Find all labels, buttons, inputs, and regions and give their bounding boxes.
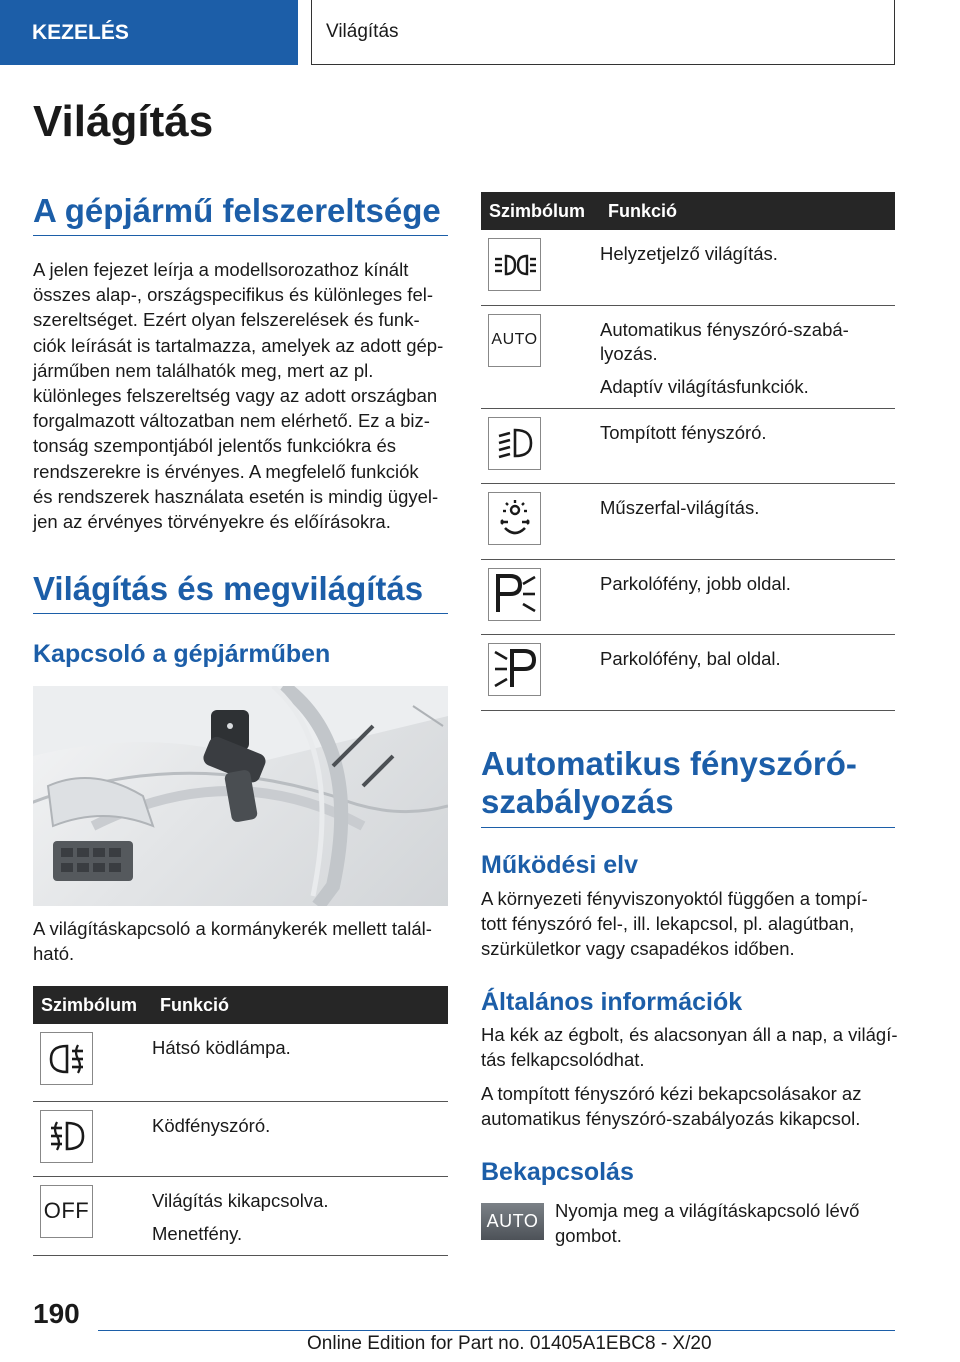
function-text: Menetfény. — [152, 1222, 243, 1244]
table-row — [33, 1176, 448, 1255]
light-switch-photo — [33, 686, 448, 906]
general-paragraph-1 — [481, 1022, 901, 1072]
text-line: ciók leírását is tartalmazza, amelyek az adott gép- — [33, 334, 444, 356]
photo-caption — [33, 916, 453, 966]
text-line: Ha kék az égbolt, és alacsonyan áll a nap, a világí- — [481, 1024, 898, 1045]
text-line: A tompított fényszóró kézi bekapcsolásakor az — [481, 1083, 862, 1104]
heading-auto-headlight — [481, 745, 895, 828]
column-header-symbol: Szimbólum — [481, 192, 600, 230]
general-paragraph-2 — [481, 1081, 901, 1131]
text-line: tás felkapcsolódhat. — [481, 1049, 645, 1071]
switch-on-paragraph — [555, 1198, 900, 1248]
header-title: Világítás — [326, 21, 399, 42]
section-tab — [0, 0, 298, 65]
column-header-function: Funkció — [152, 986, 448, 1024]
text-line: rendszerekre is érvényes. A megfelelő funkciók — [33, 460, 419, 482]
column-header-symbol: Szimbólum — [33, 986, 152, 1024]
text-line: és rendszerek használata esetén is mindig ügyel- — [33, 485, 439, 507]
function-text: Hátsó ködlámpa. — [152, 1037, 291, 1058]
footer-edition: Online Edition for Part no. 01405A1EBC8 - X/20 — [307, 1333, 712, 1354]
text-line: jen az érvényes törvényekre és előírásokra. — [33, 511, 391, 533]
text-line: járműben nem találhatók meg, mert az pl. — [33, 359, 374, 381]
footer-divider — [98, 1330, 895, 1331]
function-text: Adaptív világításfunkciók. — [600, 375, 809, 397]
text-line: ható. — [33, 943, 75, 965]
function-text: Parkolófény, jobb oldal. — [600, 572, 791, 594]
column-header-function: Funkció — [600, 192, 895, 230]
text-line: automatikus fényszóró-szabályozás kikapcsol. — [481, 1108, 861, 1130]
off-icon: OFF — [40, 1185, 93, 1238]
function-text: Tompított fényszóró. — [600, 421, 767, 443]
heading-switch-on: Bekapcsolás — [481, 1158, 634, 1186]
parking-light-right-icon — [488, 568, 541, 621]
function-text: Világítás kikapcsolva. — [152, 1189, 329, 1211]
text-line: A környezeti fényviszonyoktól függően a tompí- — [481, 888, 868, 909]
heading-lighting: Világítás és megvilágítás — [33, 570, 448, 614]
table-row — [33, 1024, 448, 1101]
table-row — [481, 559, 895, 634]
heading-line: szabályozás — [481, 782, 674, 820]
text-line: gombot. — [555, 1225, 622, 1247]
low-beam-icon — [488, 417, 541, 470]
text-line: szürkületkor vagy csapadékos időben. — [481, 938, 795, 960]
heading-switch: Kapcsoló a gépjárműben — [33, 640, 331, 668]
section-tab-label: KEZELÉS — [32, 20, 129, 44]
text-line: szereltséget. Ezért olyan felszerelések és funk- — [33, 309, 420, 331]
equipment-paragraph — [33, 257, 453, 534]
text-line: összes alap-, országspecifikus és különleges fel- — [33, 284, 433, 306]
symbol-table-right — [481, 192, 895, 711]
text-line: Nyomja meg a világításkapcsoló lévő — [555, 1200, 860, 1221]
table-row — [481, 634, 895, 710]
table-row — [481, 305, 895, 408]
rear-fog-lamp-icon — [40, 1032, 93, 1085]
table-row — [481, 408, 895, 483]
front-fog-light-icon — [40, 1110, 93, 1163]
text-line: A világításkapcsoló a kormánykerék mellett talál- — [33, 918, 432, 939]
heading-principle: Működési elv — [481, 851, 638, 879]
function-text: Műszerfal-világítás. — [600, 496, 760, 518]
heading-general-info: Általános információk — [481, 988, 743, 1016]
text-line: tott fényszóró fel-, ill. lekapcsol, pl. alagútban, — [481, 913, 855, 935]
heading-line: Automatikus fényszóró- — [481, 745, 857, 782]
page-number: 190 — [33, 1298, 80, 1329]
function-text: Parkolófény, bal oldal. — [600, 647, 781, 669]
text-line: forgalmazott változatban nem elérhető. Ez a biz- — [33, 410, 430, 432]
header-title-box — [311, 0, 895, 65]
table-row — [33, 1101, 448, 1176]
function-text: Automatikus fényszóró-szabá- lyozás. — [600, 318, 849, 364]
principle-paragraph — [481, 886, 901, 962]
page-title: Világítás — [33, 97, 214, 146]
auto-button-icon: AUTO — [481, 1203, 544, 1240]
symbol-table-left — [33, 986, 448, 1256]
auto-icon: AUTO — [488, 314, 541, 367]
parking-lights-icon — [488, 238, 541, 291]
text-line: tonság szempontjából jelentős funkciókra és — [33, 435, 397, 457]
text-line: A jelen fejezet leírja a modellsorozathoz kínált — [33, 259, 409, 280]
table-row — [481, 230, 895, 305]
text-line: különleges felszereltség vagy az adott országban — [33, 385, 438, 407]
function-text: Helyzetjelző világítás. — [600, 243, 778, 264]
function-text: Ködfényszóró. — [152, 1114, 271, 1136]
heading-equipment: A gépjármű felszereltsége — [33, 192, 448, 236]
parking-light-left-icon — [488, 643, 541, 696]
table-row — [481, 483, 895, 559]
instrument-lighting-icon — [488, 492, 541, 545]
